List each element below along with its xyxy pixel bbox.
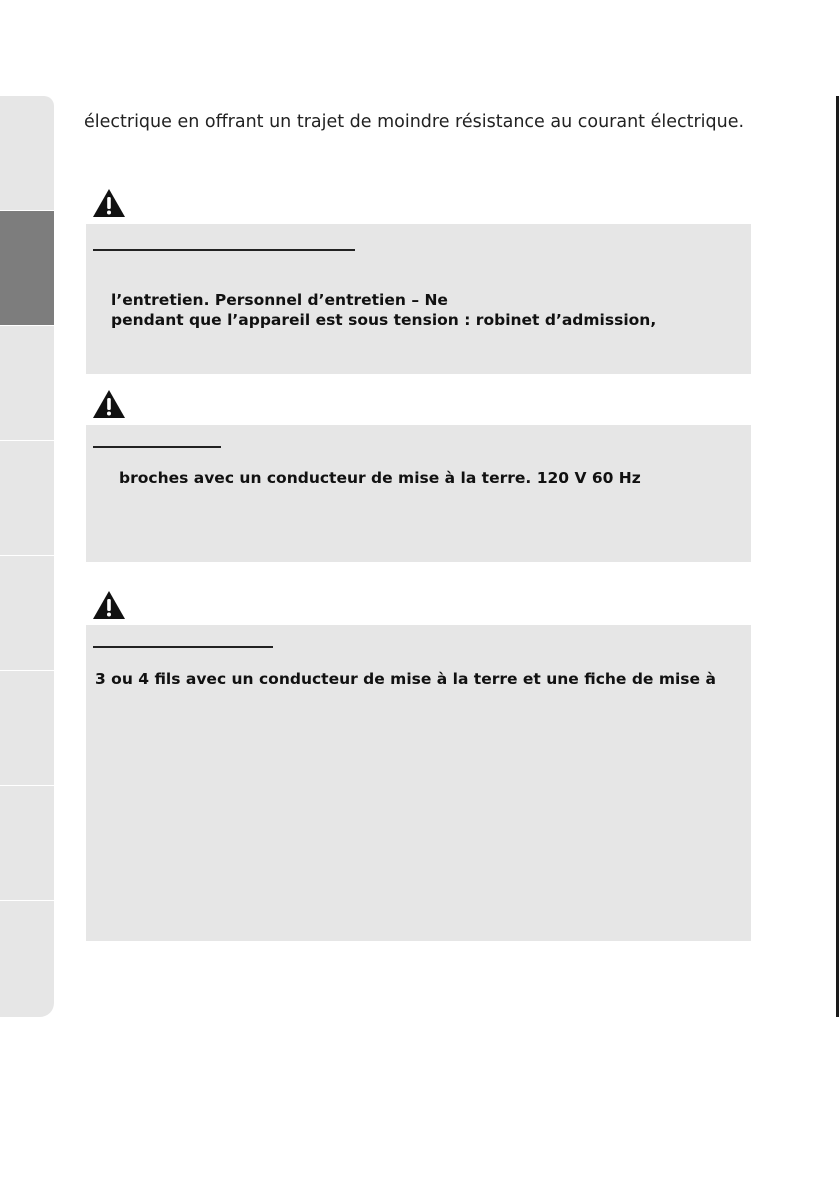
section-2-line-1: broches avec un conducteur de mise à la terre. 120 V 60 Hz: [119, 469, 641, 487]
heading-underline-1: [93, 249, 355, 251]
warning-triangle-icon: [92, 389, 126, 419]
section-1-line-1: l’entretien. Personnel d’entretien – Ne: [111, 291, 448, 309]
side-tab-8[interactable]: [0, 901, 54, 1017]
warning-triangle-icon: [92, 188, 126, 218]
side-tab-4[interactable]: [0, 441, 54, 556]
side-tab-1[interactable]: [0, 96, 54, 211]
side-tab-strip: [0, 96, 54, 1017]
side-tab-6[interactable]: [0, 671, 54, 786]
section-1-line-2: pendant que l’appareil est sous tension : robinet d’admission,: [111, 311, 657, 329]
heading-underline-3: [93, 646, 273, 648]
warning-triangle-icon: [92, 590, 126, 620]
side-tab-5[interactable]: [0, 556, 54, 671]
side-tab-3[interactable]: [0, 326, 54, 441]
side-tab-7[interactable]: [0, 786, 54, 901]
side-tab-2-active[interactable]: [0, 211, 54, 326]
intro-text: électrique en offrant un trajet de moindre résistance au courant électrique.: [84, 112, 745, 132]
heading-underline-2: [93, 446, 221, 448]
section-3-line-1: 3 ou 4 fils avec un conducteur de mise à la terre et une fiche de mise à: [95, 670, 716, 688]
